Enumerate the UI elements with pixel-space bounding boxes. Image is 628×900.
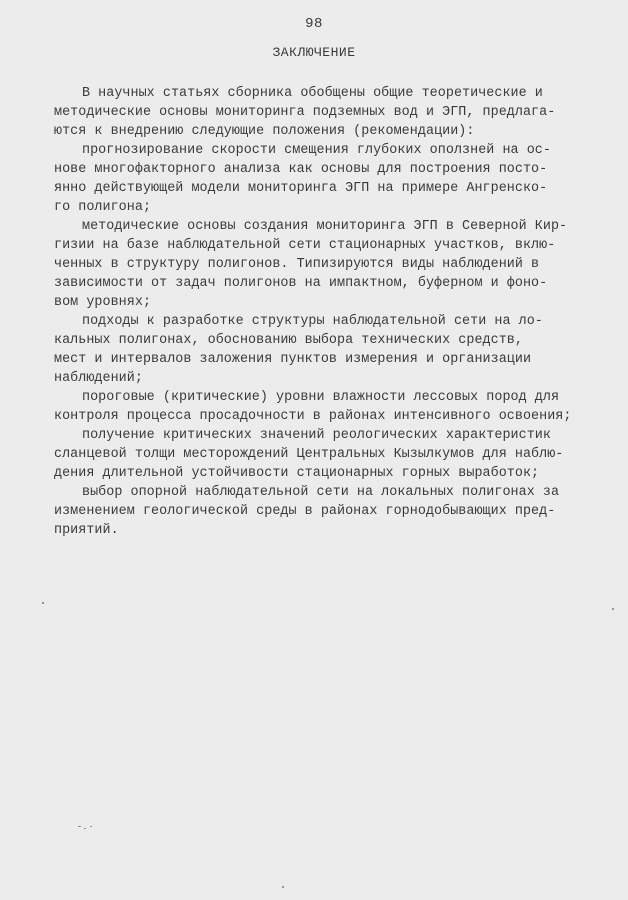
text-line: ченных в структуру полигонов. Типизируются виды наблюдений в: [54, 257, 540, 272]
text-line: пороговые (критические) уровни влажности лессовых пород для: [82, 390, 560, 405]
text-line: ются к внедрению следующие положения (рекомендации):: [54, 124, 475, 139]
text-line: В научных статьях сборника обобщены общие теоретические и: [82, 86, 543, 101]
text-line: приятий.: [54, 523, 119, 538]
scan-speck: [90, 826, 92, 827]
paragraph: [54, 141, 604, 217]
scan-speck: [84, 828, 86, 829]
text-line: зависимости от задач полигонов на импактном, буферном и фоно-: [54, 276, 548, 291]
text-line: нове многофакторного анализа как основы для построения посто-: [54, 162, 548, 177]
document-body: [54, 84, 604, 540]
text-line: наблюдений;: [54, 371, 143, 386]
paragraph: [54, 217, 604, 312]
text-line: мест и интервалов заложения пунктов измерения и организации: [54, 352, 532, 367]
scan-speck: [612, 608, 614, 610]
text-line: вом уровнях;: [54, 295, 152, 310]
text-line: выбор опорной наблюдательной сети на локальных полигонах за: [82, 485, 560, 500]
text-line: подходы к разработке структуры наблюдательной сети на ло-: [82, 314, 543, 329]
text-line: прогнозирование скорости смещения глубоких оползней на ос-: [82, 143, 551, 158]
text-line: го полигона;: [54, 200, 152, 215]
paragraph: [54, 483, 604, 540]
text-line: получение критических значений реологических характеристик: [82, 428, 551, 443]
text-line: янно действующей модели мониторинга ЭГП на примере Ангренско-: [54, 181, 548, 196]
section-heading: ЗАКЛЮЧЕНИЕ: [272, 45, 356, 60]
paragraph: [54, 426, 604, 483]
paragraph: [54, 388, 604, 426]
text-line: сланцевой толщи месторождений Центральных Кызылкумов для наблю-: [54, 447, 564, 462]
text-line: дения длительной устойчивости стационарных горных выработок;: [54, 466, 540, 481]
scan-speck: [42, 602, 44, 604]
text-line: изменением геологической среды в районах горнодобывающих пред-: [54, 504, 556, 519]
page-number: 98: [305, 16, 323, 32]
paragraph: [54, 84, 604, 141]
text-line: кальных полигонах, обоснованию выбора технических средств,: [54, 333, 523, 348]
text-line: методические основы создания мониторинга ЭГП в Северной Кир-: [82, 219, 568, 234]
scan-speck: [78, 826, 81, 827]
paragraph: [54, 312, 604, 388]
text-line: контроля процесса просадочности в районах интенсивного освоения;: [54, 409, 572, 424]
text-line: гизии на базе наблюдательной сети стационарных участков, вклю-: [54, 238, 556, 253]
text-line: методические основы мониторинга подземных вод и ЭГП, предлага-: [54, 105, 556, 120]
scan-speck: [282, 886, 284, 888]
